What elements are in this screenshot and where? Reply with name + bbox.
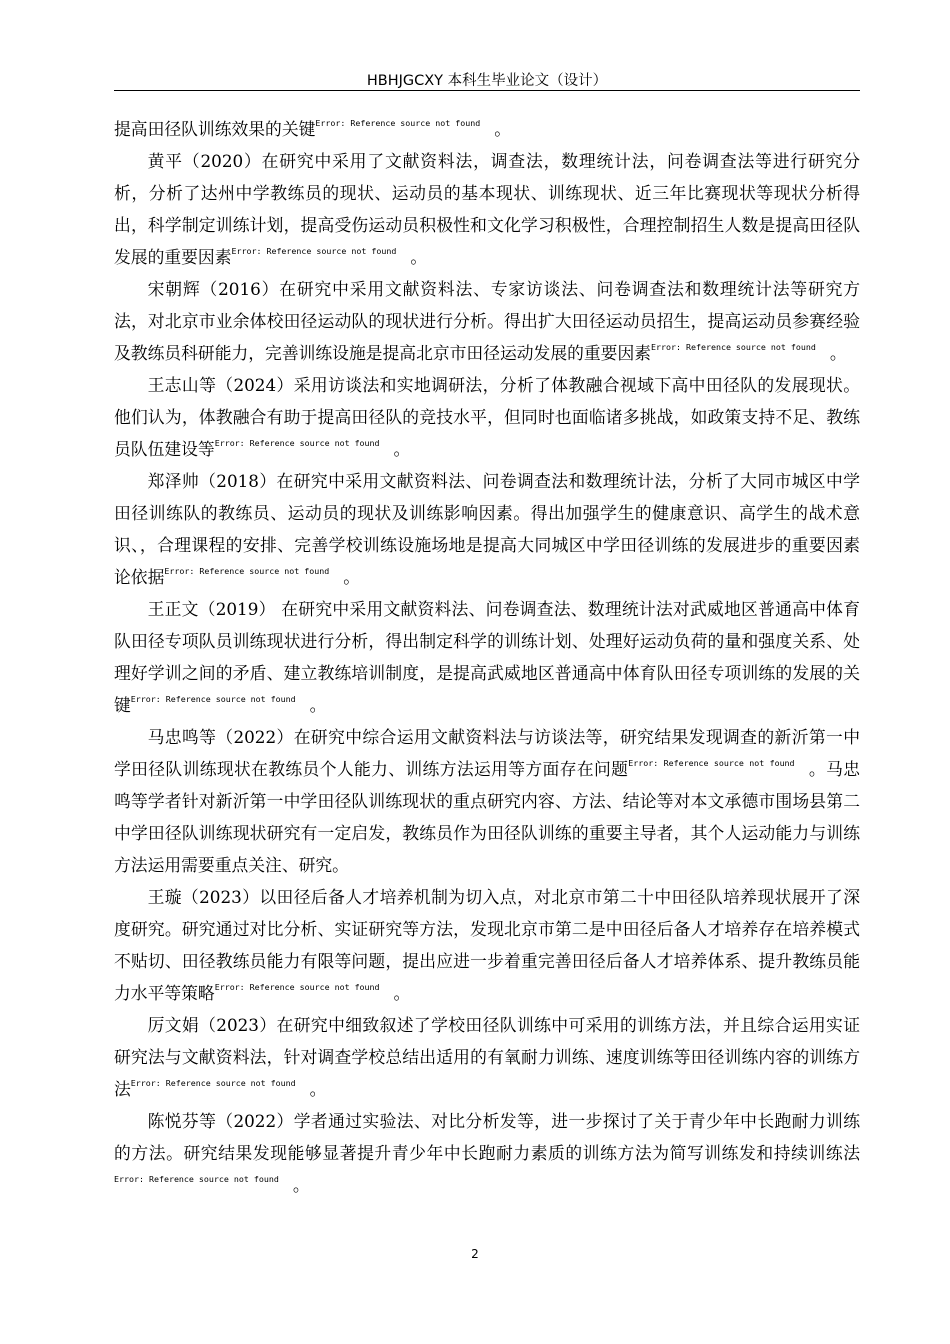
paragraph-text: 。 [393, 983, 411, 1003]
page-header-title: HBHJGCXY 本科生毕业论文（设计） [366, 73, 608, 89]
reference-error-marker: Error: Reference source not found [315, 118, 481, 128]
reference-error-marker: Error: Reference source not found [214, 982, 380, 992]
reference-error-marker: Error: Reference source not found [164, 566, 330, 576]
paragraph-text: 。 [309, 1079, 327, 1099]
paragraph-text: 。马忠鸣等学者针对新沂第一中学田径队训练现状的重点研究内容、方法、结论等对本文承德市围场县第二中学田径队训练现状研究有一定启发，教练员作为田径队训练的重要主导者，其个人运动能力与训练方法运用需要重点关注、研究。 [114, 759, 860, 875]
body-paragraph [114, 593, 860, 721]
paragraph-text: 陈悦芬等（2022）学者通过实验法、对比分析发等，进一步探讨了关于青少年中长跑耐力训练的方法。研究结果发现能够显著提升青少年中长跑耐力素质的训练方法为简写训练发和持续训练法 [114, 1111, 860, 1163]
header-divider [114, 90, 860, 91]
paragraph-text: 。 [393, 439, 411, 459]
paragraph-text: 。 [410, 247, 428, 267]
body-paragraph [114, 465, 860, 593]
body-paragraph [114, 369, 860, 465]
body-paragraph [114, 145, 860, 273]
body-paragraph [114, 721, 860, 881]
paragraph-text: 宋朝辉（2016）在研究中采用文献资料法、专家访谈法、问卷调查法和数理统计法等研究方法，对北京市业余体校田径运动队的现状进行分析。得出扩大田径运动员招生，提高运动员参赛经验及教练员科研能力，完善训练设施是提高北京市田径运动发展的重要因素 [114, 279, 860, 363]
body-text [114, 113, 860, 1201]
paragraph-text: 马忠鸣等（2022）在研究中综合运用文献资料法与访谈法等，研究结果发现调查的新沂第一中学田径队训练现状在教练员个人能力、训练方法运用等方面存在问题 [114, 727, 860, 779]
body-paragraph [114, 273, 860, 369]
paragraph-text: 。 [292, 1175, 310, 1195]
reference-error-marker: Error: Reference source not found [628, 758, 795, 768]
page-number: 2 [471, 1247, 479, 1261]
paragraph-text: 王璇（2023）以田径后备人才培养机制为切入点，对北京市第二十中田径队培养现状展开了深度研究。研究通过对比分析、实证研究等方法，发现北京市第二是中田径后备人才培养存在培养模式不贴切、田径教练员能力有限等问题，提出应进一步着重完善田径后备人才培养体系、提升教练员能力水平等策略 [114, 887, 860, 1003]
body-paragraph [114, 1105, 860, 1201]
paragraph-text: 王正文（2019） 在研究中采用文献资料法、问卷调查法、数理统计法对武威地区普通高中体育队田径专项队员训练现状进行分析，得出制定科学的训练计划、处理好运动负荷的量和强度关系、处理好学训之间的矛盾、建立教练培训制度，是提高武威地区普通高中体育队田径专项训练的发展的关键 [114, 599, 860, 715]
paragraph-text: 提高田径队训练效果的关键 [114, 119, 316, 139]
paragraph-text: 。 [494, 119, 512, 139]
paragraph-text: 。 [343, 567, 360, 587]
paragraph-text: 郑泽帅（2018）在研究中采用文献资料法、问卷调查法和数理统计法，分析了大同市城区中学田径训练队的教练员、运动员的现状及训练影响因素。得出加强学生的健康意识、高学生的战术意识、，合理课程的安排、完善学校训练设施场地是提高大同城区中学田径训练的发展进步的重要因素论依据 [114, 471, 860, 587]
paragraph-text: 。 [309, 695, 327, 715]
paragraph-text: 厉文娟（2023）在研究中细致叙述了学校田径队训练中可采用的训练方法，并且综合运用实证研究法与文献资料法，针对调查学校总结出适用的有氧耐力训练、速度训练等田径训练内容的训练方法 [114, 1015, 860, 1099]
reference-error-marker: Error: Reference source not found [231, 246, 397, 256]
reference-error-marker: Error: Reference source not found [130, 1078, 296, 1088]
reference-error-marker: Error: Reference source not found [114, 1174, 279, 1184]
reference-error-marker: Error: Reference source not found [651, 342, 816, 352]
body-paragraph [114, 1009, 860, 1105]
reference-error-marker: Error: Reference source not found [130, 694, 296, 704]
paragraph-text: 王志山等（2024）采用访谈法和实地调研法，分析了体教融合视域下高中田径队的发展现状。他们认为，体教融合有助于提高田径队的竞技水平，但同时也面临诸多挑战，如政策支持不足、教练员队伍建设等 [114, 375, 860, 459]
body-paragraph [114, 881, 860, 1009]
paragraph-text: 。 [829, 343, 847, 363]
paragraph-text: 黄平（2020）在研究中采用了文献资料法，调查法，数理统计法，问卷调查法等进行研究分析，分析了达州中学教练员的现状、运动员的基本现状、训练现状、近三年比赛现状等现状分析得出，科学制定训练计划，提高受伤运动员积极性和文化学习积极性，合理控制招生人数是提高田径队发展的重要因素 [114, 151, 860, 267]
body-paragraph [114, 113, 860, 145]
reference-error-marker: Error: Reference source not found [214, 438, 380, 448]
